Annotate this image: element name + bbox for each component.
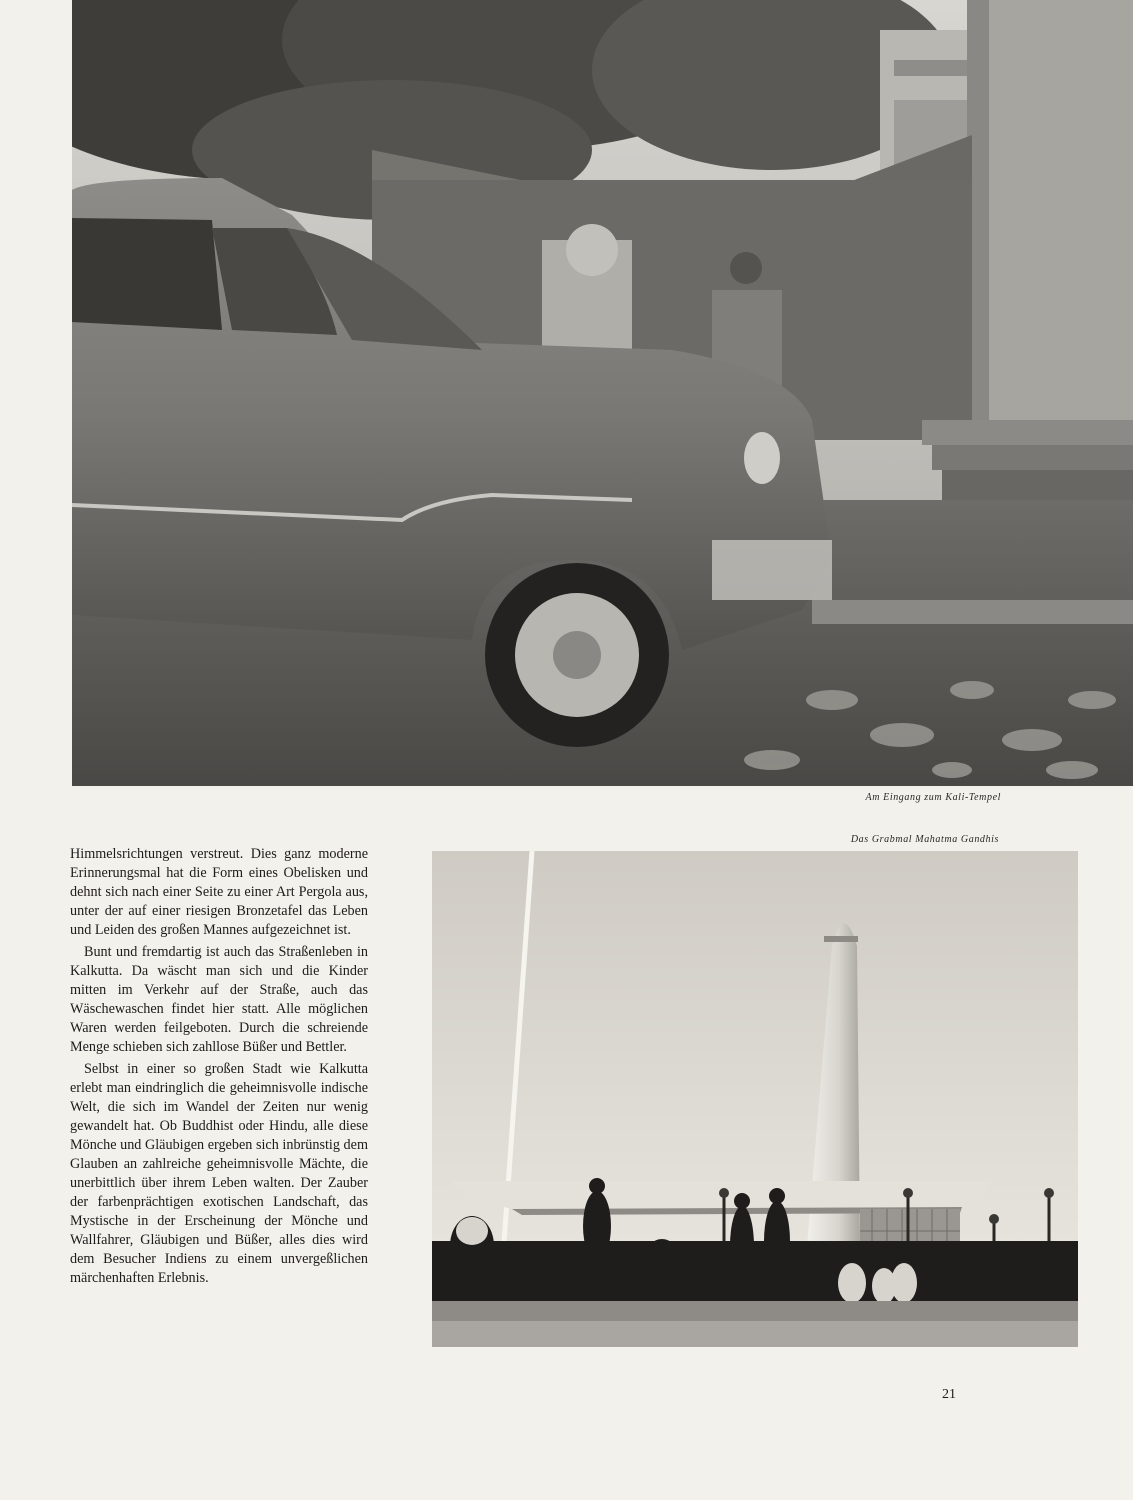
article-paragraph: Bunt und fremdartig ist auch das Straßenleben in Kalkutta. Da wäscht man sich und die Kinder mitten im Verkehr auf der Straße, auch das Wäschewaschen findet hier statt. Alle möglichen Waren werden feilgeboten. Durch die schreiende Menge schieben sich zahllose Büßer und Bettler.	[70, 944, 368, 1055]
kali-temple-photo	[72, 0, 1133, 786]
gandhi-memorial-photo	[432, 851, 1078, 1347]
page-number: 21	[942, 1387, 956, 1402]
article-text	[70, 845, 368, 1288]
article-paragraph: Himmelsrichtungen verstreut. Dies ganz moderne Erinnerungsmal hat die Form eines Obelisken und dehnt sich nach einer Seite zu einer Art Pergola aus, unter der auf einer riesigen Bronzetafel das Leben und Leiden des großen Mannes aufgezeichnet ist.	[70, 846, 368, 938]
bottom-photo-caption: Das Grabmal Mahatma Gandhis	[850, 834, 999, 845]
top-photo-caption: Am Eingang zum Kali-Tempel	[865, 792, 1001, 803]
article-paragraph: Selbst in einer so großen Stadt wie Kalkutta erlebt man eindringlich die geheimnisvolle indische Welt, die sich im Wandel der Zeiten nur wenig gewandelt hat. Ob Buddhist oder Hindu, alle diese Mönche und Gläubigen ergeben sich inbrünstig dem Glauben an zahlreiche geheimnisvolle Mächte, die unerbittlich über ihrem Leben walten. Der Zauber der farbenprächtigen exotischen Landschaft, das Mystische in der Erscheinung der Mönche und Wallfahrer, Gläubigen und Büßer, alles dies wird dem Besucher Indiens zu einem unvergeßlichen märchenhaften Erlebnis.	[70, 1061, 368, 1286]
